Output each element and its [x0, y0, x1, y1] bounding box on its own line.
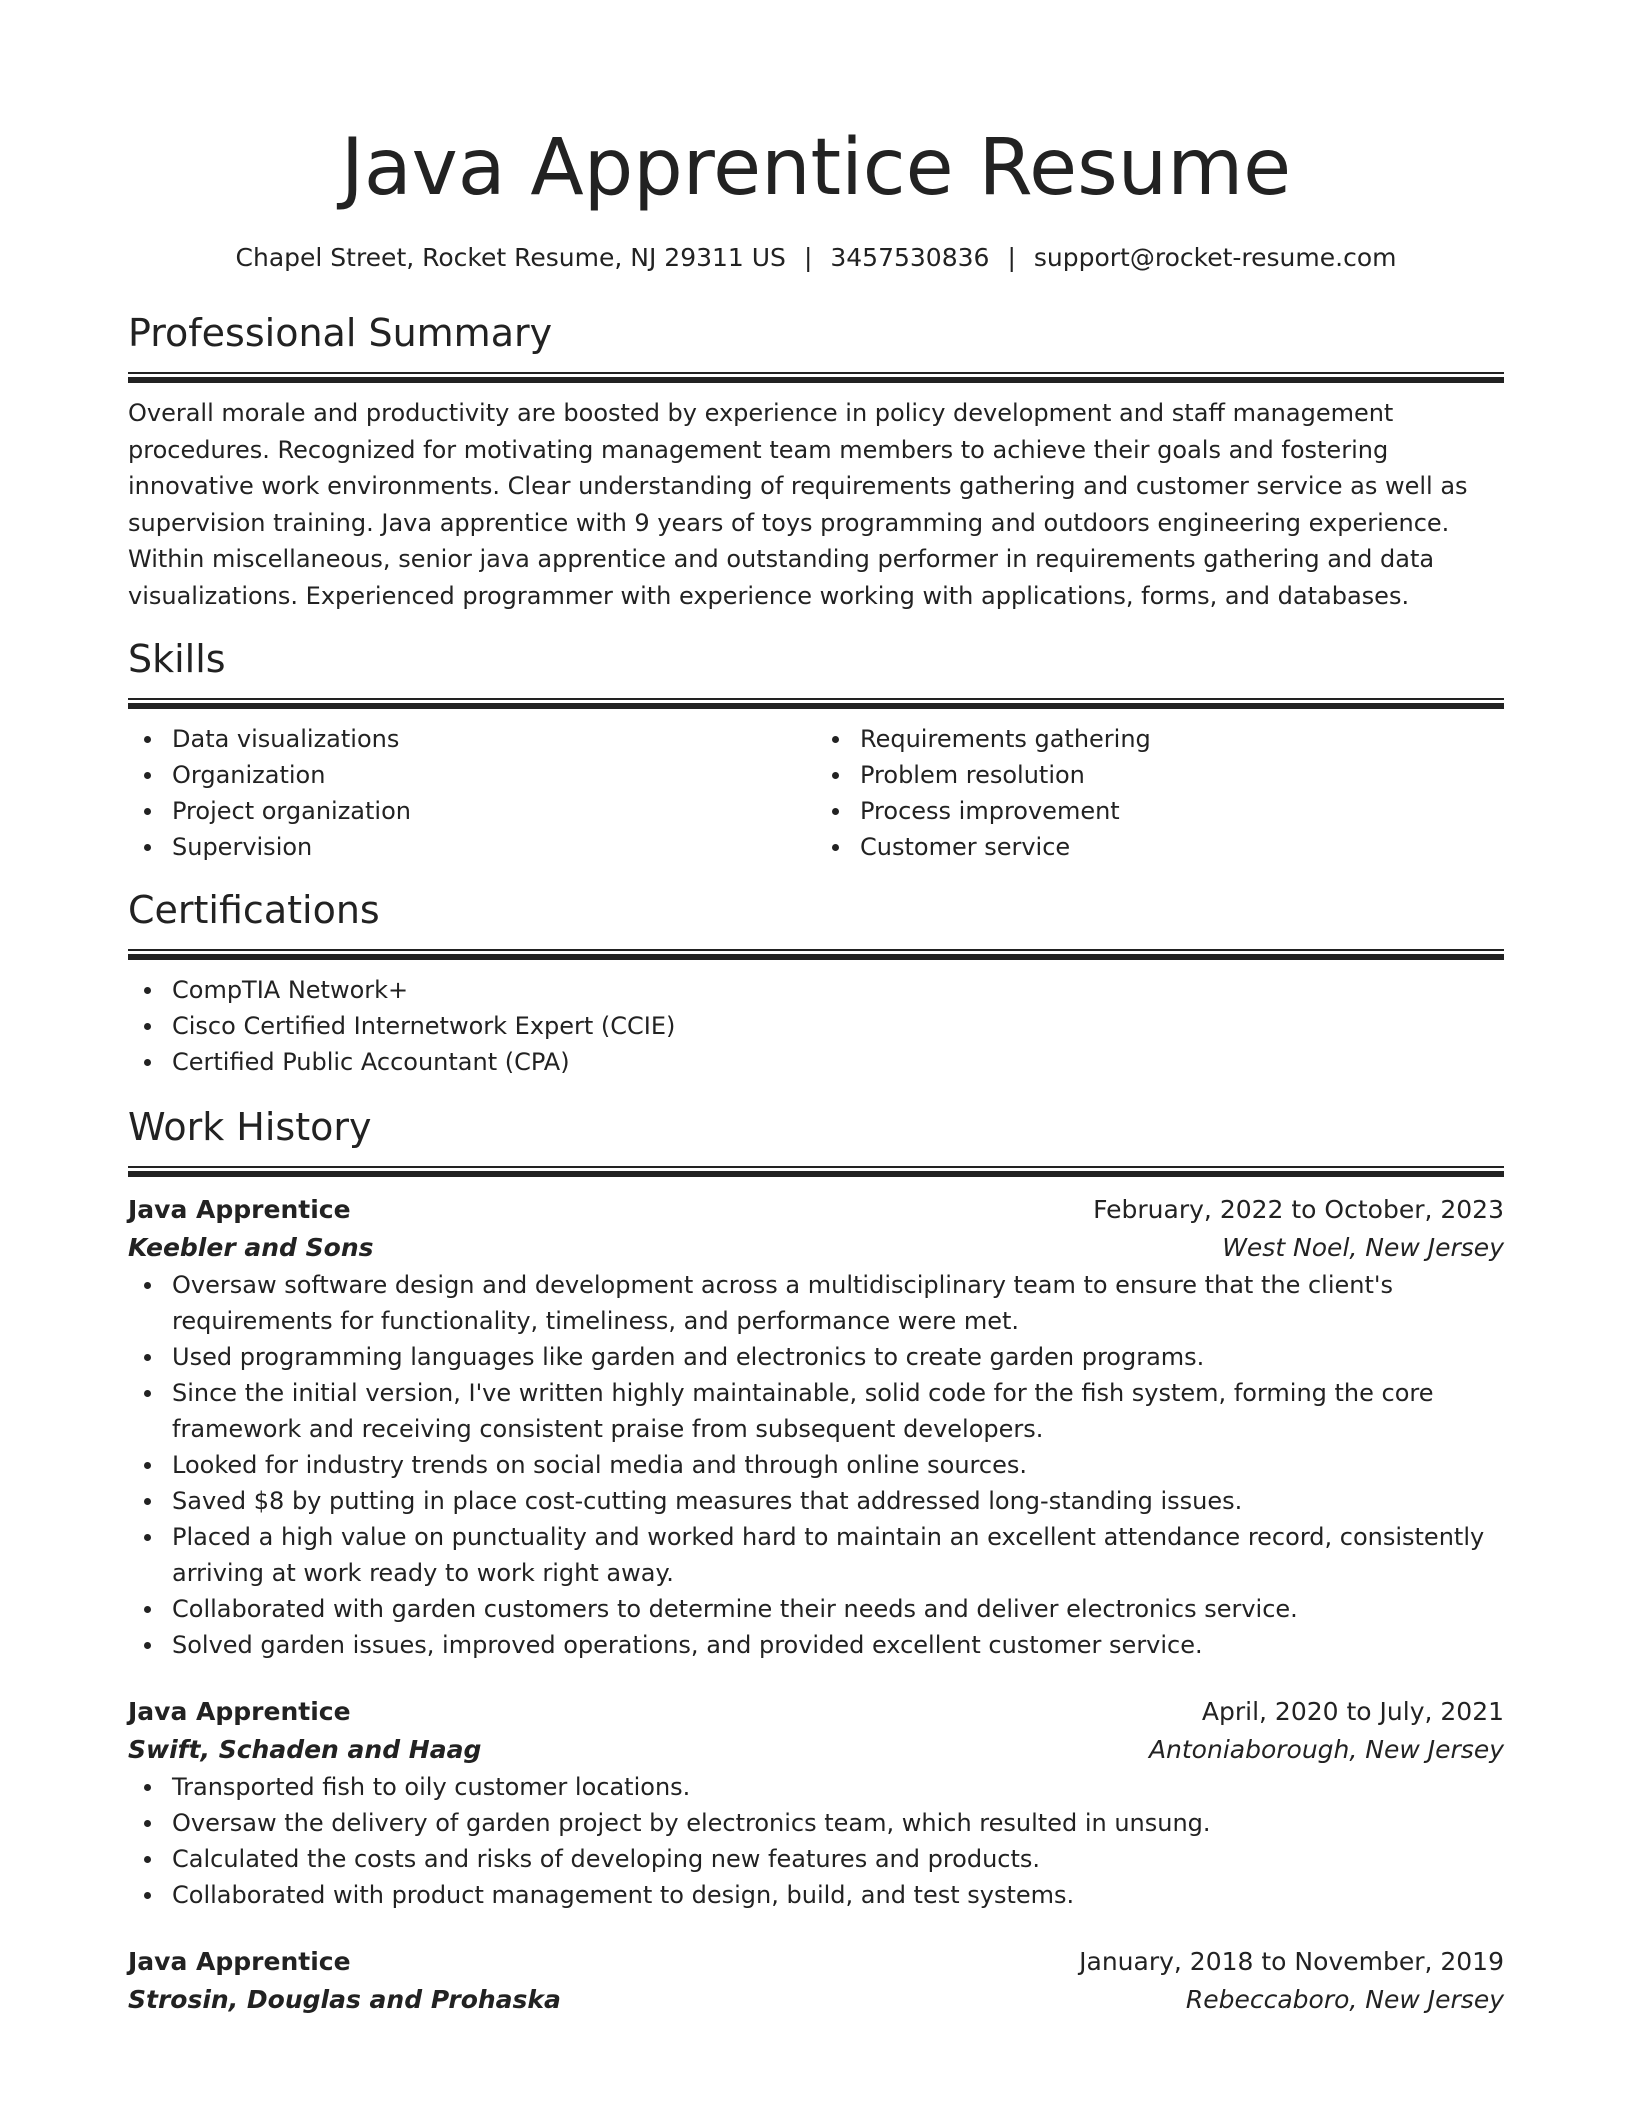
job-company-row [128, 1981, 1504, 2019]
job-bullet: Collaborated with product management to design, build, and test systems. [172, 1877, 1504, 1913]
skill-item: Project organization [172, 793, 816, 829]
job-bullet: Placed a high value on punctuality and worked hard to maintain an excellent attendance record, consistently arriving at work ready to work right away. [172, 1519, 1504, 1591]
job-header-row [128, 1191, 1504, 1229]
job-bullet: Calculated the costs and risks of developing new features and products. [172, 1841, 1504, 1877]
job-title: Java Apprentice [128, 1195, 351, 1224]
job-bullet: Collaborated with garden customers to determine their needs and deliver electronics service. [172, 1591, 1504, 1627]
contact-address: Chapel Street, Rocket Resume, NJ 29311 US [235, 243, 786, 272]
skill-item: Process improvement [860, 793, 1504, 829]
job-entry [128, 1943, 1504, 2019]
job-title: Java Apprentice [128, 1947, 351, 1976]
job-company-row [128, 1731, 1504, 1769]
job-bullet: Solved garden issues, improved operations, and provided excellent customer service. [172, 1627, 1504, 1663]
resume-page [128, 0, 1504, 2019]
job-bullet: Looked for industry trends on social media and through online sources. [172, 1447, 1504, 1483]
job-dates: February, 2022 to October, 2023 [1093, 1195, 1504, 1224]
certifications-list [128, 972, 1504, 1080]
section-heading-certifications: Certifications [128, 888, 380, 932]
skills-list-left [128, 721, 816, 865]
work-history-section [128, 1102, 1504, 2019]
skill-item: Organization [172, 757, 816, 793]
job-entry [128, 1693, 1504, 1913]
job-company: Keebler and Sons [128, 1233, 374, 1262]
job-bullet: Since the initial version, I've written highly maintainable, solid code for the fish system, forming the core framework and receiving consistent praise from subsequent developers. [172, 1375, 1504, 1447]
contact-phone: 3457530836 [830, 243, 990, 272]
summary-text: Overall morale and productivity are boosted by experience in policy development and staff management procedures. Recognized for motivating management team members to achieve their goals and fostering innovative work environments. Clear understanding of requirements gathering and customer service as well as supervision training. Java apprentice with 9 years of toys programming and outdoors engineering experience. Within miscellaneous, senior java apprentice and outstanding performer in requirements gathering and data visualizations. Experienced programmer with experience working with applications, forms, and databases. [128, 399, 1468, 610]
contact-line [128, 240, 1504, 276]
contact-email: support@rocket-resume.com [1033, 243, 1397, 272]
job-bullet: Saved $8 by putting in place cost-cutting measures that addressed long-standing issues. [172, 1483, 1504, 1519]
skill-item: Problem resolution [860, 757, 1504, 793]
skills-section [128, 634, 1504, 865]
job-bullet: Oversaw software design and development across a multidisciplinary team to ensure that the client's requirements for functionality, timeliness, and performance were met. [172, 1267, 1504, 1339]
summary-section [128, 308, 1504, 614]
job-entry [128, 1191, 1504, 1663]
skill-item: Requirements gathering [860, 721, 1504, 757]
section-heading-skills: Skills [128, 637, 226, 681]
section-heading-summary: Professional Summary [128, 311, 553, 355]
certification-item: CompTIA Network+ [172, 972, 1504, 1008]
job-bullets [128, 1769, 1504, 1913]
job-company: Swift, Schaden and Haag [128, 1735, 482, 1764]
skill-item: Data visualizations [172, 721, 816, 757]
section-divider [128, 949, 1504, 960]
job-header-row [128, 1943, 1504, 1981]
section-divider [128, 698, 1504, 709]
contact-separator: | [803, 243, 813, 272]
job-dates: April, 2020 to July, 2021 [1201, 1697, 1504, 1726]
certification-item: Cisco Certified Internetwork Expert (CCIE) [172, 1008, 1504, 1044]
skills-list-right [816, 721, 1504, 865]
certifications-section [128, 885, 1504, 1080]
job-header-row [128, 1693, 1504, 1731]
job-company-row [128, 1229, 1504, 1267]
skills-grid [128, 721, 1504, 865]
job-bullet: Oversaw the delivery of garden project by electronics team, which resulted in unsung. [172, 1805, 1504, 1841]
job-bullets [128, 1267, 1504, 1663]
job-location: Rebeccaboro, New Jersey [1185, 1985, 1504, 2014]
resume-title: Java Apprentice Resume [340, 123, 1292, 213]
skill-item: Customer service [860, 829, 1504, 865]
certification-item: Certified Public Accountant (CPA) [172, 1044, 1504, 1080]
job-bullet: Transported fish to oily customer locations. [172, 1769, 1504, 1805]
job-dates: January, 2018 to November, 2019 [1079, 1947, 1504, 1976]
section-heading-work-history: Work History [128, 1105, 372, 1149]
job-location: West Noel, New Jersey [1222, 1233, 1504, 1262]
section-divider [128, 1166, 1504, 1177]
job-location: Antoniaborough, New Jersey [1148, 1735, 1504, 1764]
contact-separator: | [1007, 243, 1016, 272]
job-company: Strosin, Douglas and Prohaska [128, 1985, 561, 2014]
skill-item: Supervision [172, 829, 816, 865]
job-title: Java Apprentice [128, 1697, 351, 1726]
job-bullet: Used programming languages like garden and electronics to create garden programs. [172, 1339, 1504, 1375]
section-divider [128, 372, 1504, 383]
